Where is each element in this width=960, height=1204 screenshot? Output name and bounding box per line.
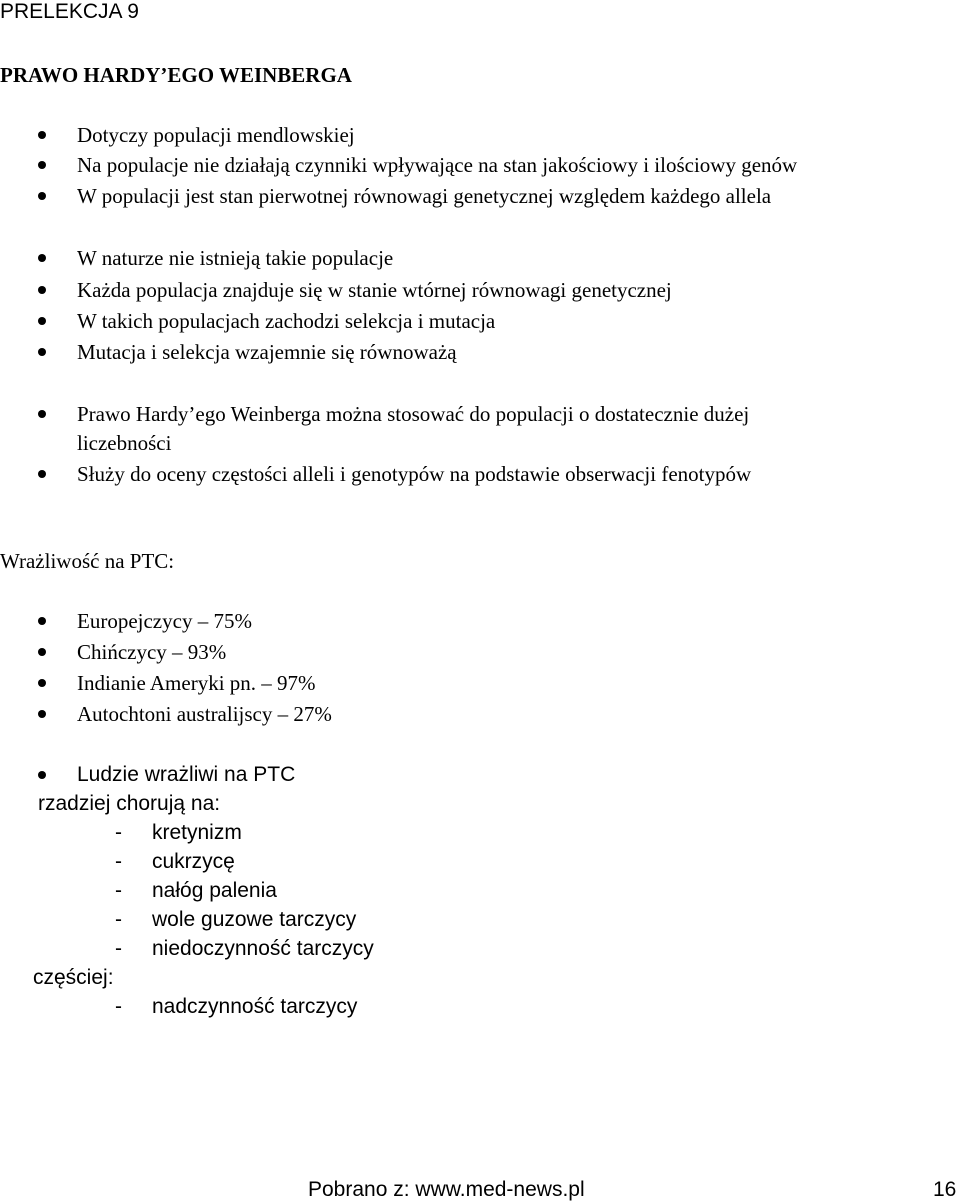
dash-marker: - bbox=[115, 821, 122, 844]
list-item-text: Na populacje nie działają czynniki wpływające na stan jakościowy i ilościowy genów bbox=[77, 153, 798, 177]
bullet-icon bbox=[38, 348, 46, 356]
section-heading: Wrażliwość na PTC: bbox=[0, 549, 175, 573]
bullet-icon bbox=[38, 617, 46, 625]
rarely-label: rzadziej chorują na: bbox=[38, 792, 221, 815]
bullet-icon bbox=[38, 161, 46, 169]
bullet-icon bbox=[38, 254, 46, 262]
dash-marker: - bbox=[115, 850, 122, 873]
bullet-icon bbox=[38, 131, 46, 139]
bullet-icon bbox=[38, 648, 46, 656]
dash-marker: - bbox=[115, 995, 122, 1018]
list-item-text: Mutacja i selekcja wzajemnie się równoważą bbox=[77, 340, 457, 364]
bullet-icon bbox=[38, 286, 46, 294]
list-item-text: nałóg palenia bbox=[152, 879, 277, 902]
list-item-text: W takich populacjach zachodzi selekcja i mutacja bbox=[77, 309, 496, 333]
bullet-icon bbox=[38, 771, 46, 779]
list-item-text: Autochtoni australijscy – 27% bbox=[77, 702, 332, 726]
bullet-icon bbox=[38, 410, 46, 418]
bullet-icon bbox=[38, 192, 46, 200]
footer-source: Pobrano z: www.med-news.pl bbox=[308, 1178, 585, 1201]
lecture-label: PRELEKCJA 9 bbox=[0, 0, 139, 23]
list-item-text: Ludzie wrażliwi na PTC bbox=[77, 763, 296, 786]
list-item-text: Służy do oceny częstości alleli i genotypów na podstawie obserwacji fenotypów bbox=[77, 462, 752, 486]
list-item-continuation: liczebności bbox=[77, 431, 172, 455]
list-item-text: W naturze nie istnieją takie populacje bbox=[77, 246, 394, 270]
list-item-text: W populacji jest stan pierwotnej równowagi genetycznej względem każdego allela bbox=[77, 184, 772, 208]
list-item-text: Prawo Hardy’ego Weinberga można stosować do populacji o dostatecznie dużej bbox=[77, 402, 750, 426]
page-title: PRAWO HARDY’EGO WEINBERGA bbox=[0, 63, 352, 87]
list-item-text: wole guzowe tarczycy bbox=[152, 908, 357, 931]
list-item-text: Dotyczy populacji mendlowskiej bbox=[77, 123, 355, 147]
list-item-text: Europejczycy – 75% bbox=[77, 609, 252, 633]
bullet-icon bbox=[38, 317, 46, 325]
list-item-text: nadczynność tarczycy bbox=[152, 995, 358, 1018]
list-item-text: niedoczynność tarczycy bbox=[152, 937, 374, 960]
list-item-text: Każda populacja znajduje się w stanie wtórnej równowagi genetycznej bbox=[77, 278, 672, 302]
list-item-text: cukrzycę bbox=[152, 850, 235, 873]
bullet-icon bbox=[38, 710, 46, 718]
dash-marker: - bbox=[115, 937, 122, 960]
list-item-text: Indianie Ameryki pn. – 97% bbox=[77, 671, 316, 695]
dash-marker: - bbox=[115, 908, 122, 931]
list-item-text: Chińczycy – 93% bbox=[77, 640, 227, 664]
bullet-icon bbox=[38, 679, 46, 687]
page-number: 16 bbox=[933, 1178, 957, 1201]
more-often-label: częściej: bbox=[33, 966, 114, 989]
list-item-text: kretynizm bbox=[152, 821, 242, 844]
dash-marker: - bbox=[115, 879, 122, 902]
bullet-icon bbox=[38, 470, 46, 478]
